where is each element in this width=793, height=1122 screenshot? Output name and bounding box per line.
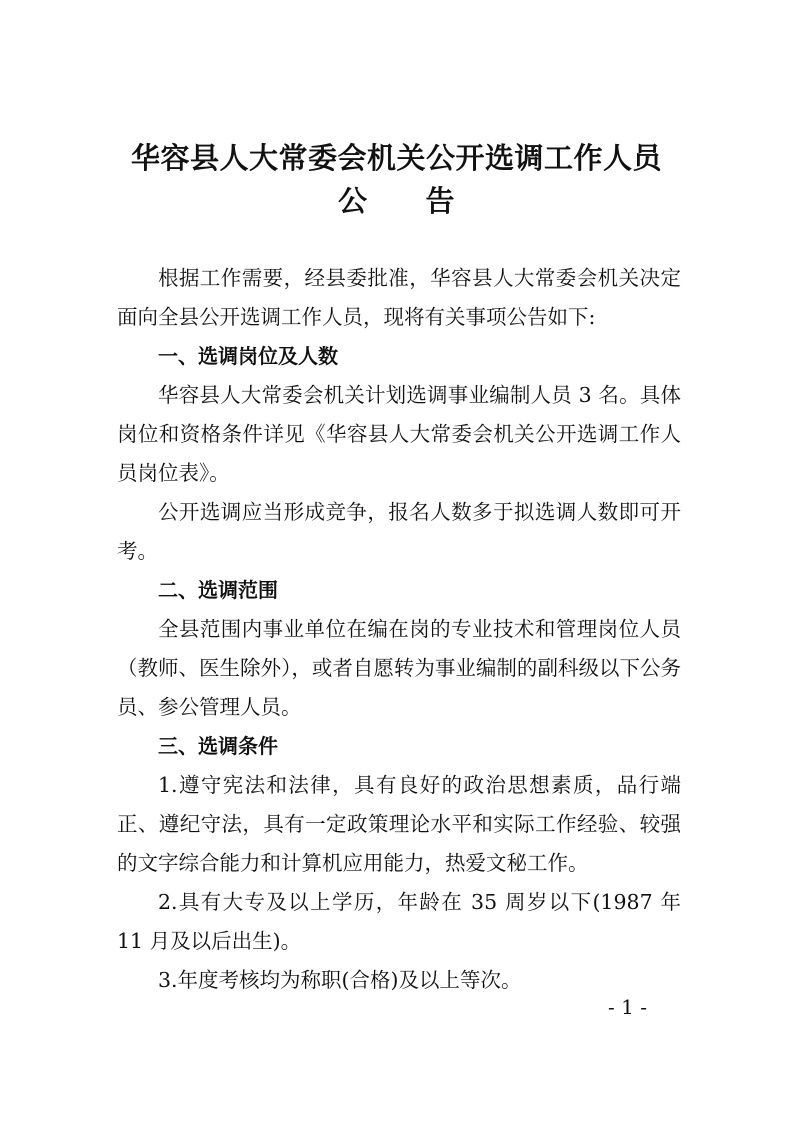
condition-item-1: 1.遵守宪法和法律，具有良好的政治思想素质，品行端正、遵纪守法，具有一定政策理论水平和实际工作经验、较强的文字综合能力和计算机应用能力，热爱文秘工作。 xyxy=(117,773,681,875)
document-body xyxy=(117,259,681,1000)
intro-paragraph: 根据工作需要，经县委批准，华容县人大常委会机关决定面向全县公开选调工作人员，现将有关事项公告如下: xyxy=(117,266,681,329)
section-heading-2: 二、选调范围 xyxy=(158,578,278,602)
condition-item-3: 3.年度考核均为称职(合格)及以上等次。 xyxy=(158,968,522,992)
condition-item-2: 2.具有大专及以上学历，年龄在 35 周岁以下(1987 年 11 月及以后出生)。 xyxy=(117,890,681,953)
section-heading-3: 三、选调条件 xyxy=(158,734,278,758)
paragraph-scope: 全县范围内事业单位在编在岗的专业技术和管理岗位人员（教师、医生除外），或者自愿转为事业编制的副科级以下公务员、参公管理人员。 xyxy=(117,617,681,719)
paragraph-competition: 公开选调应当形成竞争，报名人数多于拟选调人数即可开考。 xyxy=(117,500,681,563)
page-number: - 1 - xyxy=(608,995,647,1019)
subtitle-char-2: 告 xyxy=(425,184,456,218)
document-subtitle xyxy=(0,184,793,218)
paragraph-positions: 华容县人大常委会机关计划选调事业编制人员 3 名。具体岗位和资格条件详见《华容县人大常委会机关公开选调工作人员岗位表》。 xyxy=(117,383,681,485)
subtitle-char-1: 公 xyxy=(337,184,368,218)
document-title: 华容县人大常委会机关公开选调工作人员 xyxy=(130,141,662,175)
section-heading-1: 一、选调岗位及人数 xyxy=(158,344,338,368)
